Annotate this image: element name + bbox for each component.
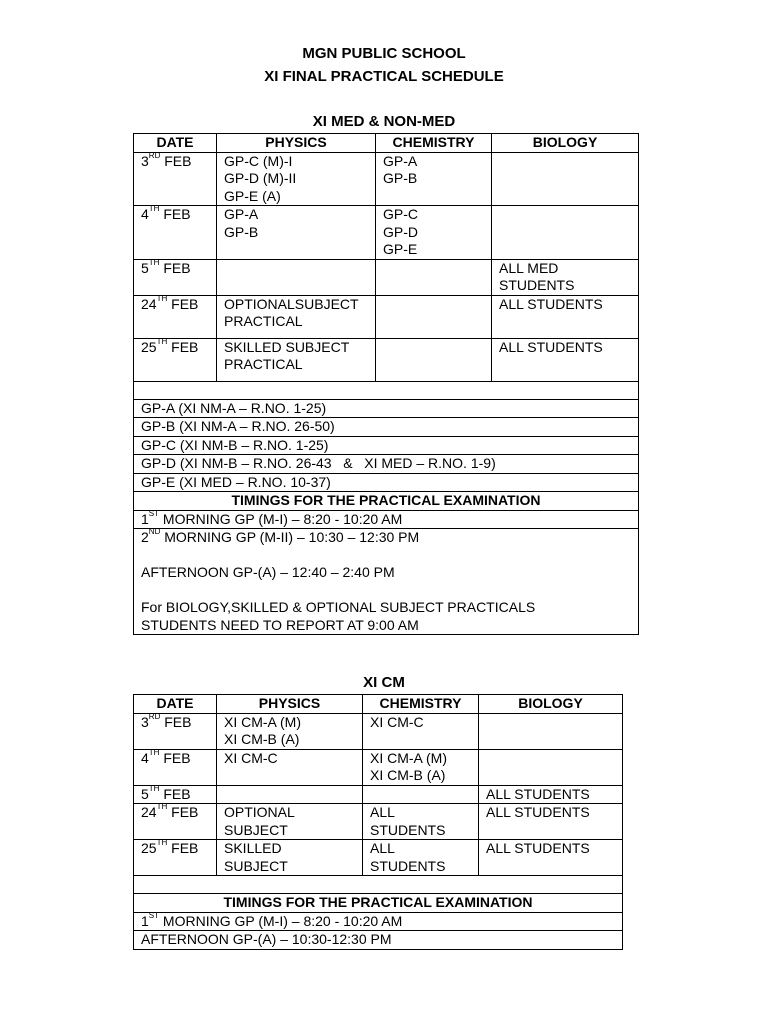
blank-row — [134, 876, 623, 894]
blank-row — [134, 381, 639, 399]
timing-row: 1ST MORNING GP (M-I) – 8:20 - 10:20 AM — [134, 912, 623, 931]
header-chemistry: CHEMISTRY — [363, 695, 479, 714]
timings-heading: TIMINGS FOR THE PRACTICAL EXAMINATION — [134, 894, 623, 913]
timing-row: 1ST MORNING GP (M-I) – 8:20 - 10:20 AM — [134, 510, 639, 529]
group-row: GP-B (XI NM-A – R.NO. 26-50) — [134, 418, 639, 437]
header-date: DATE — [134, 695, 217, 714]
date-cell: 4TH FEB — [134, 749, 217, 785]
timing-details: 2ND MORNING GP (M-II) – 10:30 – 12:30 PM AFTERNOON GP-(A) – 12:40 – 2:40 PM For BIOLOGY,SKILLED & OPTIONAL SUBJECT PRACTICALS STUDENTS NEED TO REPORT AT 9:00 AM — [134, 529, 639, 635]
chemistry-cell: XI CM-A (M) XI CM-B (A) — [363, 749, 479, 785]
date-cell: 5TH FEB — [134, 785, 217, 804]
schedule-table-med-nonmed — [133, 133, 639, 635]
date-cell: 3RD FEB — [134, 713, 217, 749]
physics-cell: XI CM-C — [217, 749, 363, 785]
physics-cell: OPTIONALSUBJECT PRACTICAL — [217, 295, 376, 338]
chemistry-cell: GP-A GP-B — [376, 152, 492, 206]
biology-cell — [479, 749, 623, 785]
chemistry-cell — [376, 295, 492, 338]
timing-row: AFTERNOON GP-(A) – 10:30-12:30 PM — [134, 931, 623, 950]
header-date: DATE — [134, 134, 217, 153]
date-cell: 4TH FEB — [134, 206, 217, 260]
physics-cell: XI CM-A (M) XI CM-B (A) — [217, 713, 363, 749]
chemistry-cell — [376, 338, 492, 381]
school-name: MGN PUBLIC SCHOOL — [302, 45, 466, 62]
chemistry-cell: GP-C GP-D GP-E — [376, 206, 492, 260]
section-title-med-nonmed: XI MED & NON-MED — [312, 113, 456, 130]
physics-cell — [217, 259, 376, 295]
physics-cell: SKILLED SUBJECT PRACTICAL — [217, 338, 376, 381]
chemistry-cell — [363, 785, 479, 804]
physics-cell: GP-C (M)-I GP-D (M)-II GP-E (A) — [217, 152, 376, 206]
physics-cell: GP-A GP-B — [217, 206, 376, 260]
section-title-cm: XI CM — [363, 674, 405, 691]
date-cell: 24TH FEB — [134, 295, 217, 338]
chemistry-cell: ALL STUDENTS — [363, 804, 479, 840]
header-physics: PHYSICS — [217, 695, 363, 714]
schedule-title: XI FINAL PRACTICAL SCHEDULE — [264, 68, 504, 85]
header-physics: PHYSICS — [217, 134, 376, 153]
header-chemistry: CHEMISTRY — [376, 134, 492, 153]
schedule-table-cm — [133, 694, 623, 950]
chemistry-cell: XI CM-C — [363, 713, 479, 749]
chemistry-cell — [376, 259, 492, 295]
physics-cell: OPTIONAL SUBJECT — [217, 804, 363, 840]
physics-cell: SKILLED SUBJECT — [217, 840, 363, 876]
physics-cell — [217, 785, 363, 804]
date-cell: 24TH FEB — [134, 804, 217, 840]
biology-cell: ALL STUDENTS — [479, 804, 623, 840]
biology-cell — [479, 713, 623, 749]
biology-cell: ALL STUDENTS — [492, 295, 639, 338]
group-row: GP-A (XI NM-A – R.NO. 1-25) — [134, 399, 639, 418]
biology-cell: ALL MED STUDENTS — [492, 259, 639, 295]
biology-cell — [492, 152, 639, 206]
timings-heading: TIMINGS FOR THE PRACTICAL EXAMINATION — [134, 492, 639, 511]
group-row: GP-E (XI MED – R.NO. 10-37) — [134, 473, 639, 492]
header-biology: BIOLOGY — [479, 695, 623, 714]
date-cell: 25TH FEB — [134, 338, 217, 381]
biology-cell: ALL STUDENTS — [492, 338, 639, 381]
date-cell: 5TH FEB — [134, 259, 217, 295]
biology-cell — [492, 206, 639, 260]
biology-cell: ALL STUDENTS — [479, 785, 623, 804]
group-row: GP-C (XI NM-B – R.NO. 1-25) — [134, 436, 639, 455]
chemistry-cell: ALL STUDENTS — [363, 840, 479, 876]
group-row: GP-D (XI NM-B – R.NO. 26-43 & XI MED – R.NO. 1-9) — [134, 455, 639, 474]
header-biology: BIOLOGY — [492, 134, 639, 153]
biology-cell: ALL STUDENTS — [479, 840, 623, 876]
date-cell: 25TH FEB — [134, 840, 217, 876]
date-cell: 3RD FEB — [134, 152, 217, 206]
